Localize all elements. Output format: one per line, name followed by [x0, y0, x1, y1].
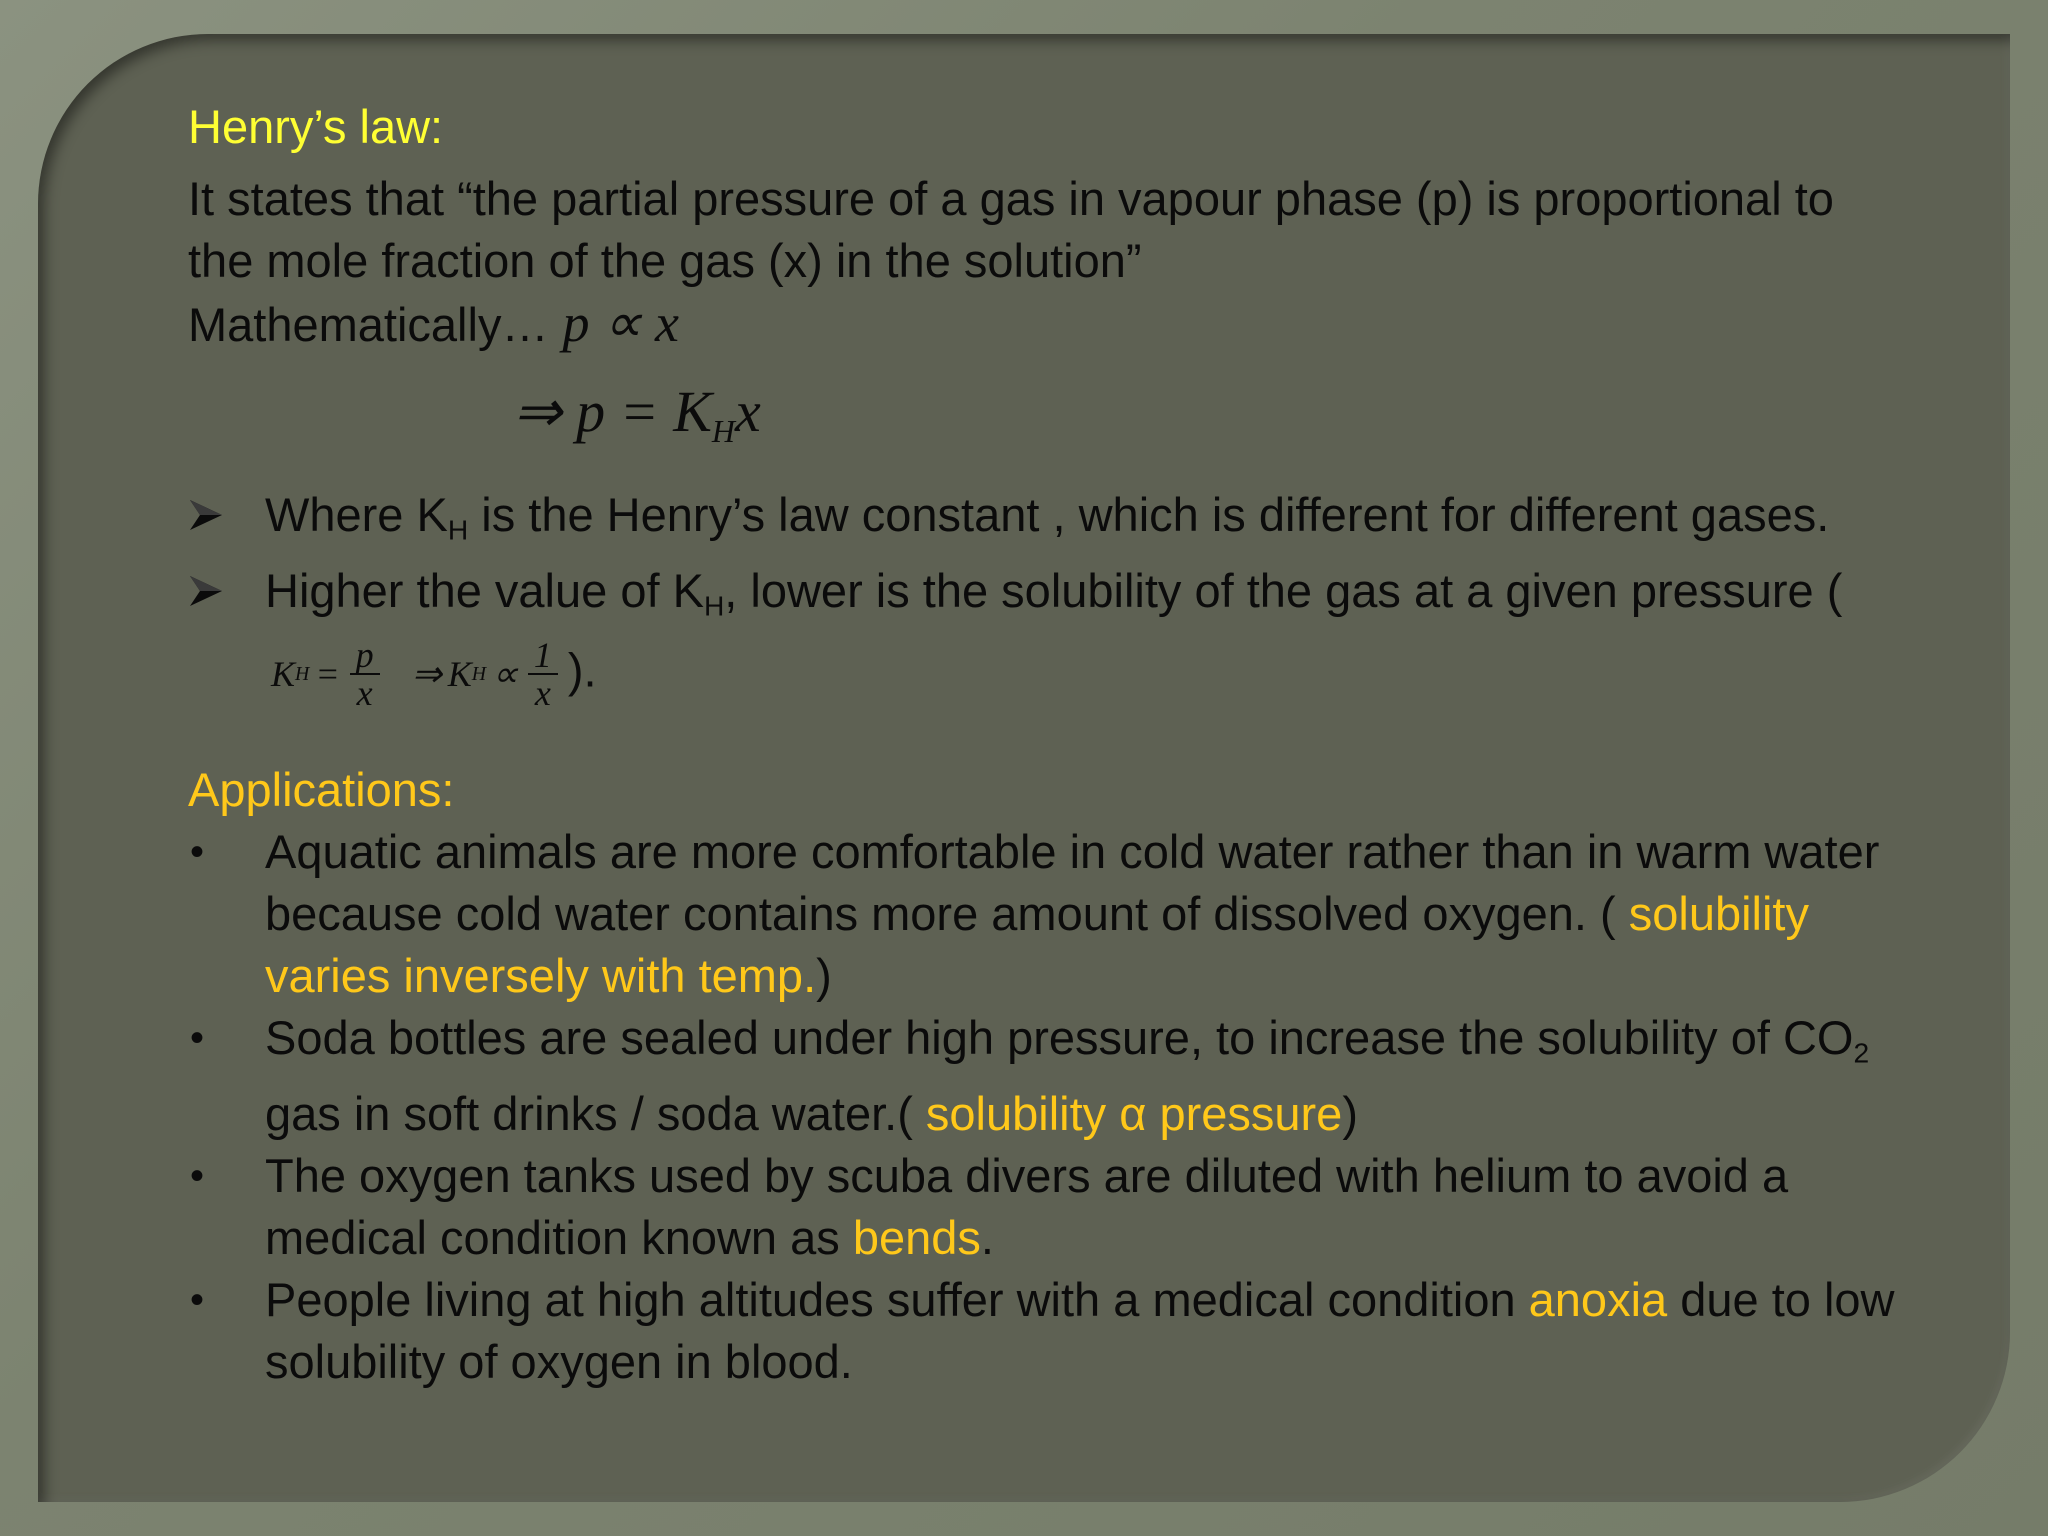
formula-implies: ⇒ [411, 653, 442, 694]
application-text: The oxygen tanks used by scuba divers are diluted with helium to avoid a medical condition known as [265, 1149, 1789, 1265]
formula-subscript: H [295, 662, 310, 685]
section-title: Henry’s law: [188, 100, 444, 153]
math-equation [513, 376, 1908, 448]
formula-k: K [447, 653, 472, 694]
application-subscript: 2 [1853, 1036, 1870, 1069]
slide-content [188, 96, 1908, 1393]
application-text-end: ) [1342, 1087, 1358, 1141]
application-highlight: bends [852, 1211, 981, 1265]
point-text: Higher the value of K [265, 564, 704, 618]
math-intro: Mathematically… [188, 298, 549, 351]
point-subscript: H [447, 513, 469, 546]
bullet-dot-icon: • [190, 1278, 205, 1323]
math-proportional: p ∝ x [562, 293, 679, 353]
formula-subscript: H [471, 662, 487, 685]
list-item [188, 1007, 1908, 1145]
fraction-numerator: p [350, 637, 380, 675]
list-item [188, 560, 1908, 713]
point-closing: ). [567, 643, 597, 697]
application-highlight: solubility varies inversely with temp. [265, 886, 1809, 1002]
solubility-formula [271, 634, 562, 713]
arrow-bullet-icon [188, 560, 248, 623]
application-text-rest: gas in soft drinks / soda water.( [265, 1087, 926, 1141]
equation-subscript: H [711, 414, 735, 450]
application-text: People living at high altitudes suffer with a medical condition [265, 1273, 1529, 1327]
list-item [188, 1269, 1908, 1393]
bullet-dot-icon: • [190, 1015, 205, 1060]
list-item [188, 821, 1908, 1007]
list-item [188, 484, 1908, 560]
point-text-rest: , lower is the solubility of the gas at a given pressure ( [724, 564, 1843, 618]
application-text: Aquatic animals are more comfortable in cold water rather than in warm water because cold water contains more amount of dissolved oxygen. ( [265, 824, 1880, 940]
equation-suffix: x [734, 379, 761, 444]
applications-list [188, 821, 1908, 1393]
formula-k: K [271, 653, 296, 694]
formula-proportional: ∝ [492, 653, 518, 694]
application-highlight: anoxia [1528, 1273, 1668, 1327]
henry-points-list [188, 484, 1908, 711]
fraction-numerator: 1 [528, 637, 558, 675]
formula-fraction-1 [350, 634, 380, 713]
arrow-bullet-icon [188, 484, 248, 547]
application-text: Soda bottles are sealed under high pressure, to increase the solubility of CO [265, 1010, 1854, 1064]
point-subscript: H [703, 589, 725, 622]
fraction-denominator: x [356, 672, 373, 713]
point-text: Where K [265, 488, 448, 541]
equation-prefix: ⇒ p = K [513, 379, 712, 444]
application-highlight: solubility α pressure [925, 1087, 1343, 1141]
applications-title: Applications: [188, 762, 455, 816]
application-text-end: . [980, 1211, 994, 1265]
fraction-denominator: x [534, 672, 551, 713]
bullet-dot-icon: • [190, 829, 205, 874]
application-text-end: due to low solubility of oxygen in blood. [265, 1273, 1895, 1389]
definition-text [188, 168, 1908, 356]
formula-fraction-2 [528, 634, 558, 713]
list-item [188, 1145, 1908, 1269]
formula-equals: = [315, 653, 340, 694]
point-text-rest: is the Henry’s law constant , which is different for different gases. [468, 488, 1830, 541]
application-text-end: ) [816, 948, 832, 1002]
bullet-dot-icon: • [190, 1154, 205, 1199]
definition-sentence: It states that “the partial pressure of a gas in vapour phase (p) is proportional to the mole fraction of the gas (x) in the solution” [188, 172, 1834, 287]
